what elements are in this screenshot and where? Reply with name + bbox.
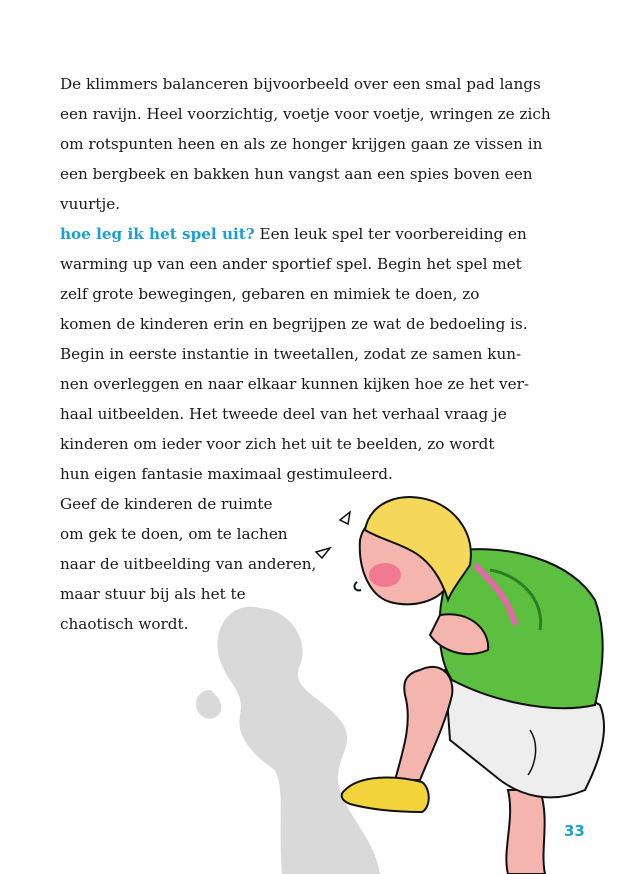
paragraph-line: hun eigen fantasie maximaal gestimuleerd. xyxy=(60,465,393,483)
paragraph-line: nen overleggen en naar elkaar kunnen kijken hoe ze het ver- xyxy=(60,375,529,393)
paragraph-line: zelf grote bewegingen, gebaren en mimiek te doen, zo xyxy=(60,285,480,303)
section-heading: hoe leg ik het spel uit? xyxy=(60,225,255,243)
section-first-line-rest: Een leuk spel ter voorbereiding en xyxy=(254,225,527,243)
front-leg xyxy=(395,667,452,780)
paragraph-line: om gek te doen, om te lachen xyxy=(60,525,288,543)
paragraph-line: maar stuur bij als het te xyxy=(60,585,246,603)
paragraph-line: kinderen om ieder voor zich het uit te beelden, zo wordt xyxy=(60,435,495,453)
child-climbing-illustration xyxy=(190,490,620,874)
paragraph-line: een ravijn. Heel voorzichtig, voetje voor voetje, wringen ze zich xyxy=(60,105,551,123)
shadow-silhouette xyxy=(196,607,380,874)
paragraph-line: warming up van een ander sportief spel. Begin het spel met xyxy=(60,255,522,273)
back-leg xyxy=(506,790,545,874)
paragraph-line: Begin in eerste instantie in tweetallen, zodat ze samen kun- xyxy=(60,345,522,363)
paragraph-line: De klimmers balanceren bijvoorbeeld over een smal pad langs xyxy=(60,75,541,93)
paragraph-line: een bergbeek en bakken hun vangst aan een spies boven een xyxy=(60,165,533,183)
paragraph-line: naar de uitbeelding van anderen, xyxy=(60,555,317,573)
cheek xyxy=(369,563,401,587)
sweat-drop-icon xyxy=(340,512,350,524)
section-first-line xyxy=(60,219,580,249)
yellow-shoe xyxy=(342,777,429,812)
paragraph-line: chaotisch wordt. xyxy=(60,615,189,633)
page-number: 33 xyxy=(564,822,585,840)
paragraph-line: komen de kinderen erin en begrijpen ze wat de bedoeling is. xyxy=(60,315,528,333)
sweat-drop-icon xyxy=(316,548,330,558)
paragraph-line: Geef de kinderen de ruimte xyxy=(60,495,273,513)
paragraph-line: om rotspunten heen en als ze honger krijgen gaan ze vissen in xyxy=(60,135,543,153)
paragraph-line: haal uitbeelden. Het tweede deel van het verhaal vraag je xyxy=(60,405,507,423)
paragraph-line: vuurtje. xyxy=(60,195,121,213)
